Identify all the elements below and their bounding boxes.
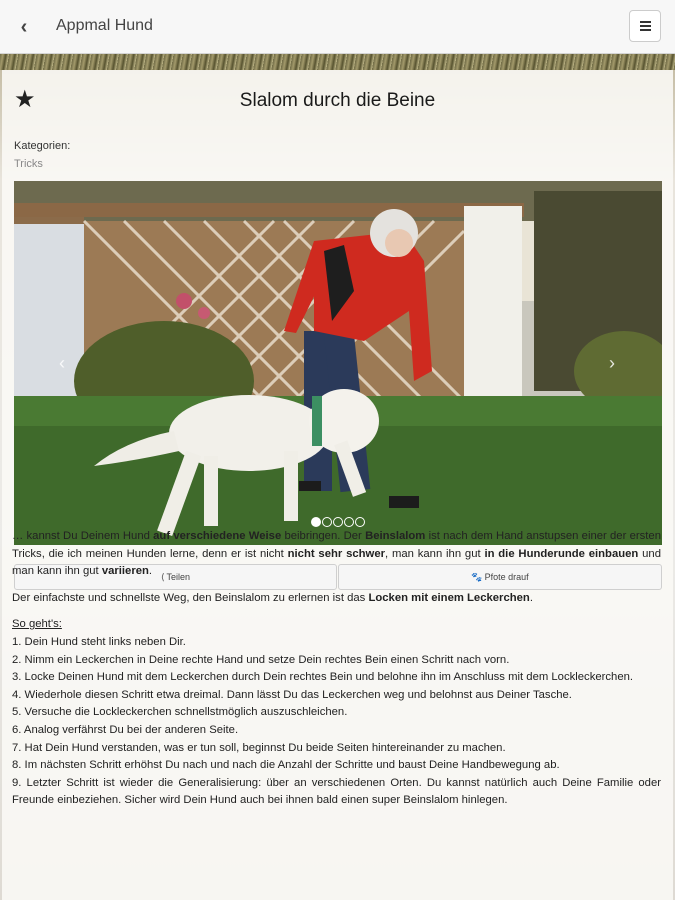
paragraph-text: , man kann ihn gut xyxy=(385,547,485,560)
steps-list xyxy=(12,634,661,810)
trick-photo xyxy=(14,181,662,545)
paragraph-text: ist nach dem Hand anstupsen einer der ersten Tricks, die ich meinen Hunden lerne, denn er ist nicht xyxy=(12,530,661,560)
categories-label: Kategorien: xyxy=(14,140,71,152)
step-item: 6. Analog verfährst Du bei der anderen Seite. xyxy=(12,723,239,736)
menu-button[interactable] xyxy=(629,10,661,42)
chevron-left-icon: ‹ xyxy=(20,16,28,38)
emphasis-text: variieren xyxy=(101,565,149,578)
easiest-paragraph xyxy=(12,590,661,608)
emphasis-text: Locken mit einem Leckerchen xyxy=(368,591,530,604)
paragraph-text: . xyxy=(529,591,533,604)
paw-label: Pfote drauf xyxy=(484,572,529,582)
back-button[interactable] xyxy=(12,14,36,40)
trick-description xyxy=(12,528,661,810)
hamburger-menu-icon xyxy=(640,21,651,33)
step-item: 2. Nimm ein Leckerchen in Deine rechte Hand und setze Dein rechtes Bein einen Schritt nach vorn. xyxy=(12,653,510,666)
step-item: 1. Dein Hund steht links neben Dir. xyxy=(12,635,186,648)
paragraph-text: und man kann ihn gut xyxy=(12,547,661,578)
app-header xyxy=(0,0,675,54)
background-image xyxy=(0,54,675,70)
howto-heading: So geht's: xyxy=(12,618,62,631)
carousel-next-button[interactable] xyxy=(602,351,622,375)
chevron-left-icon: ‹ xyxy=(59,353,65,373)
app-title: Appmal Hund xyxy=(56,17,153,34)
paragraph-text: Der einfachste und schnellste Weg, den Beinslalom zu erlernen ist das xyxy=(12,591,369,604)
share-label: Teilen xyxy=(166,572,191,582)
share-icon: ⟨ xyxy=(160,572,165,582)
chevron-right-icon: › xyxy=(609,353,615,373)
step-item: 4. Wiederhole diesen Schritt etwa dreimal. Dann lässt Du das Leckerchen weg und belohnst aus Deiner Tasche. xyxy=(12,688,572,701)
step-item: 8. Im nächsten Schritt erhöhst Du nach und nach die Anzahl der Schritte und baust Deine Handbewegung ab. xyxy=(12,759,560,772)
intro-paragraph xyxy=(12,528,661,581)
step-item: 3. Locke Deinen Hund mit dem Leckerchen durch Dein rechtes Bein und belohne ihn im Anschluss mit dem Lockleckerchen. xyxy=(12,671,634,684)
step-item: 7. Hat Dein Hund verstanden, was er tun soll, beginnst Du beide Seiten hintereinander zu machen. xyxy=(12,741,506,754)
step-item: 9. Letzter Schritt ist wieder die Generalisierung: über an verschiedenen Orten. Du kannst natürlich auch Deine Familie oder Freunde einbeziehen. Sicher wird Dein Hund auch bei ihnen bald einen super Beinslalom hinlegen. xyxy=(12,776,661,807)
paragraph-text: … kannst Du Deinem Hund xyxy=(12,530,154,542)
emphasis-text: auf verschiedene Weise xyxy=(153,530,282,542)
page-title: Slalom durch die Beine xyxy=(239,90,436,111)
carousel-dot[interactable] xyxy=(333,517,343,527)
paw-icon: 🐾 xyxy=(471,572,483,582)
carousel-dot[interactable] xyxy=(355,517,365,527)
emphasis-text: in die Hunderunde einbauen xyxy=(484,547,639,560)
carousel-dot[interactable] xyxy=(344,517,354,527)
paragraph-text: . xyxy=(148,565,153,578)
carousel-indicators xyxy=(311,514,366,526)
paragraph-text: beibringen. Der xyxy=(281,530,366,542)
emphasis-text: nicht sehr schwer xyxy=(287,547,386,560)
photo-carousel[interactable] xyxy=(14,181,662,545)
emphasis-text: Beinslalom xyxy=(365,530,426,542)
category-link[interactable]: Tricks xyxy=(14,158,43,170)
carousel-prev-button[interactable] xyxy=(52,351,72,375)
carousel-dot[interactable] xyxy=(311,517,321,527)
carousel-dot[interactable] xyxy=(322,517,332,527)
star-icon: ★ xyxy=(14,86,36,113)
step-item: 5. Versuche die Lockleckerchen schnellstmöglich auszuschleichen. xyxy=(12,706,348,719)
